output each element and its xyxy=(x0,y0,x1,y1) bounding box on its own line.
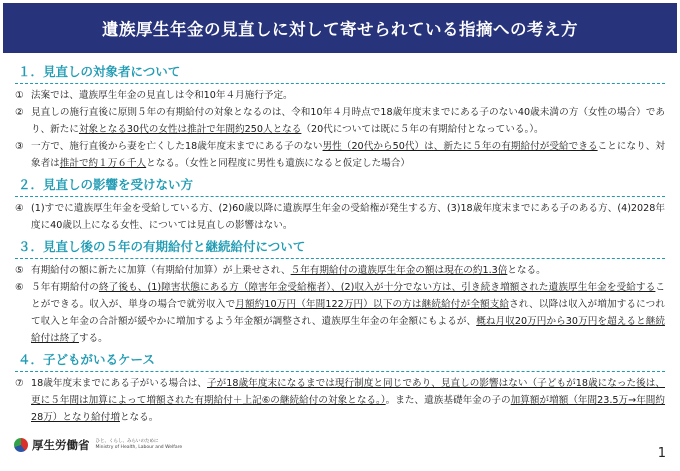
list-item xyxy=(15,279,665,347)
item-number: ① xyxy=(15,90,24,101)
list-item xyxy=(15,200,665,234)
logo-text: 厚生労働省 xyxy=(32,438,90,452)
text-run: ５年有期給付の xyxy=(31,282,99,293)
section-heading: ２．見直しの影響を受けない方 xyxy=(18,177,194,192)
text-run: (1)すでに遺族厚生年金を受給している方、(2)60歳以降に遺族厚生年金の受給権が発生する方、(3)18歳年度末までにある子のある方、(4)2028年度に40歳以上になる女性、については見直しの影響はない。 xyxy=(31,203,665,231)
underlined-emphasis: 男性（20代から50代）は、新たに５年の有期給付が受給できる xyxy=(322,141,598,152)
text-run: 見直しの施行直後に原則５年の有期給付の対象となるのは、令和10年４月時点で18歳年度末までにある子のない40歳未満の方（女性の場合）であり、新たに xyxy=(31,107,665,135)
text-run: となる。 xyxy=(119,412,159,423)
underlined-emphasis: 概ね月収20万円から30万円を超えると継続給付は終了 xyxy=(31,316,666,344)
item-number: ③ xyxy=(15,141,24,152)
section-divider xyxy=(15,196,665,197)
text-run: となる。（女性と同程度に男性も遺族になると仮定した場合） xyxy=(146,158,410,169)
section-4 xyxy=(15,351,665,426)
text-run: 法案では、遺族厚生年金の見直しは令和10年４月施行予定。 xyxy=(31,90,293,101)
item-number: ⑤ xyxy=(15,265,24,276)
item-text xyxy=(31,138,665,172)
underlined-emphasis: 加算額が増額（年間23.5万→年間約28万）となり給付増 xyxy=(31,395,666,423)
item-text xyxy=(31,200,665,234)
section-1 xyxy=(15,63,665,172)
list-item xyxy=(15,262,665,279)
list-item xyxy=(15,375,665,426)
item-text xyxy=(31,279,665,347)
text-run: され、以降は収入が増加するにつれて収入と年金の合計額が緩やかに増加するよう年金額が調整され、遺族厚生年金の年金額にもよるが、 xyxy=(31,299,665,327)
text-run: となる。 xyxy=(507,265,546,276)
item-number: ④ xyxy=(15,203,24,214)
logo-english: Ministry of Health, Labour and Welfare xyxy=(95,445,183,450)
title-banner xyxy=(3,3,677,53)
item-text xyxy=(31,262,665,279)
section-divider xyxy=(15,83,665,84)
text-run: する。 xyxy=(78,333,108,344)
text-run: 有期給付の額に新たに加算（有期給付加算）が上乗せされ、 xyxy=(31,265,291,276)
list-item xyxy=(15,104,665,138)
section-divider xyxy=(15,258,665,259)
page-title: 遺族厚生年金の見直しに対して寄せられている指摘への考え方 xyxy=(102,20,578,39)
section-3 xyxy=(15,238,665,347)
logo-tagline: ひと、くらし、みらいのために xyxy=(95,439,159,444)
section-heading: ３．見直し後の５年の有期給付と継続給付について xyxy=(18,239,306,254)
item-number: ⑥ xyxy=(15,282,24,293)
text-run: ことになり、対象者は xyxy=(31,141,666,169)
list-item xyxy=(15,138,665,172)
item-text xyxy=(31,375,665,426)
mhlw-logo xyxy=(14,437,182,453)
underlined-emphasis: 子が18歳年度末になるまでは現行制度と同じであり、見直しの影響はない（子どもが18歳になった後は、更に５年間は加算によって増額された有期給付＋上記⑥の継続給付の対象となる。） xyxy=(31,378,665,406)
text-run: （20代については既に５年の有期給付となっている。）。 xyxy=(301,124,544,135)
section-2 xyxy=(15,176,665,234)
item-number: ② xyxy=(15,107,24,118)
section-heading: １．見直しの対象者について xyxy=(18,64,181,79)
underlined-emphasis: 対象となる30代の女性は推計で年間約250人となる xyxy=(78,124,302,135)
text-run: 一方で、施行直後から妻を亡くした18歳年度末までにある子のない xyxy=(31,141,323,152)
item-text xyxy=(31,104,665,138)
list-item xyxy=(15,87,665,104)
mhlw-logo-mark-icon xyxy=(14,438,28,452)
logo-subtext xyxy=(96,439,183,451)
underlined-emphasis: 終了後も、(1)障害状態にある方（障害年金受給権者）、(2)収入が十分でない方は、引き続き増額された遺族厚生年金を受給する xyxy=(98,282,656,293)
section-divider xyxy=(15,371,665,372)
text-run: ことができる。収入が、単身の場合で就労収入で xyxy=(31,282,665,310)
text-run: 18歳年度末までにある子がいる場合は、 xyxy=(31,378,208,389)
page-number: 1 xyxy=(657,446,666,461)
underlined-emphasis: ５年有期給付の遺族厚生年金の額は現在の約1.3倍 xyxy=(290,265,508,276)
text-run: 。また、遺族基礎年金の子の xyxy=(385,395,511,406)
section-heading: ４．子どもがいるケース xyxy=(18,352,155,367)
item-number: ⑦ xyxy=(15,378,24,389)
underlined-emphasis: 推計で約１万６千人 xyxy=(59,158,147,169)
underlined-emphasis: 月額約10万円（年間122万円）以下の方は継続給付が全額支給 xyxy=(235,299,510,310)
item-text xyxy=(31,87,665,104)
main-content xyxy=(15,63,665,430)
